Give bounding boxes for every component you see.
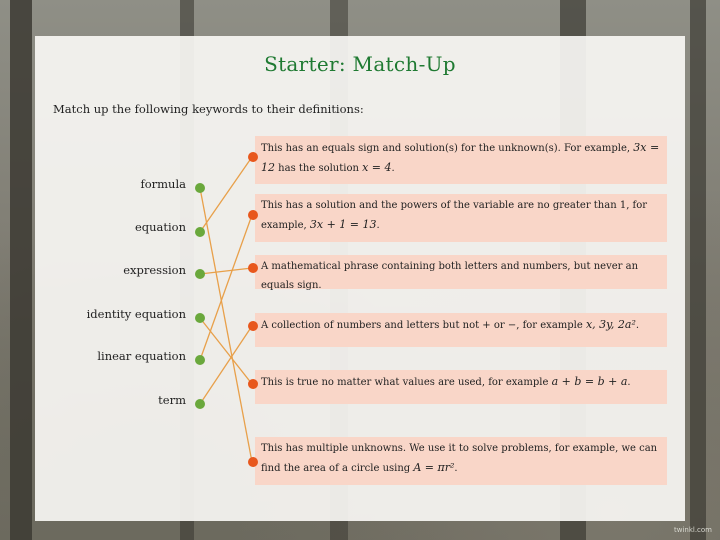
instruction-text: Match up the following keywords to their definitions: [53,102,364,116]
definition-term: A collection of numbers and letters but not + or −, for example x, 3y, 2a². [255,313,667,347]
keyword-dot[interactable] [195,227,205,237]
definition-dot[interactable] [248,210,258,220]
definition-dot[interactable] [248,152,258,162]
definition-dot[interactable] [248,321,258,331]
line-equation-to-definition [200,157,252,232]
definition-formula: This has multiple unknowns. We use it to solve problems, for example, we can find the area of a circle using A = πr². [255,437,667,485]
definition-linear-equation: This has a solution and the powers of the variable are no greater than 1, for example, 3x + 1 = 13. [255,194,667,242]
keyword-identity-equation: identity equation [86,307,186,321]
keyword-formula: formula [140,177,186,191]
definition-identity-equation: This is true no matter what values are used, for example a + b = b + a. [255,370,667,404]
keyword-expression: expression [123,263,186,277]
keyword-dot[interactable] [195,399,205,409]
watermark: twinkl.com [673,526,712,534]
definition-expression: A mathematical phrase containing both letters and numbers, but never an equals sign. [255,255,667,289]
keyword-term: term [158,393,186,407]
keyword-dot[interactable] [195,355,205,365]
keyword-dot[interactable] [195,313,205,323]
definition-dot[interactable] [248,457,258,467]
definition-dot[interactable] [248,379,258,389]
keyword-dot[interactable] [195,183,205,193]
keyword-equation: equation [134,220,186,234]
keyword-linear-equation: linear equation [97,349,186,363]
keyword-dot[interactable] [195,269,205,279]
definition-equation: This has an equals sign and solution(s) for the unknown(s). For example, 3x = 12 has the solution x = 4. [255,136,667,184]
definition-dot[interactable] [248,263,258,273]
line-expression-to-definition [200,268,252,274]
line-formula-to-definition [200,188,252,462]
page-title: Starter: Match-Up [264,52,456,76]
